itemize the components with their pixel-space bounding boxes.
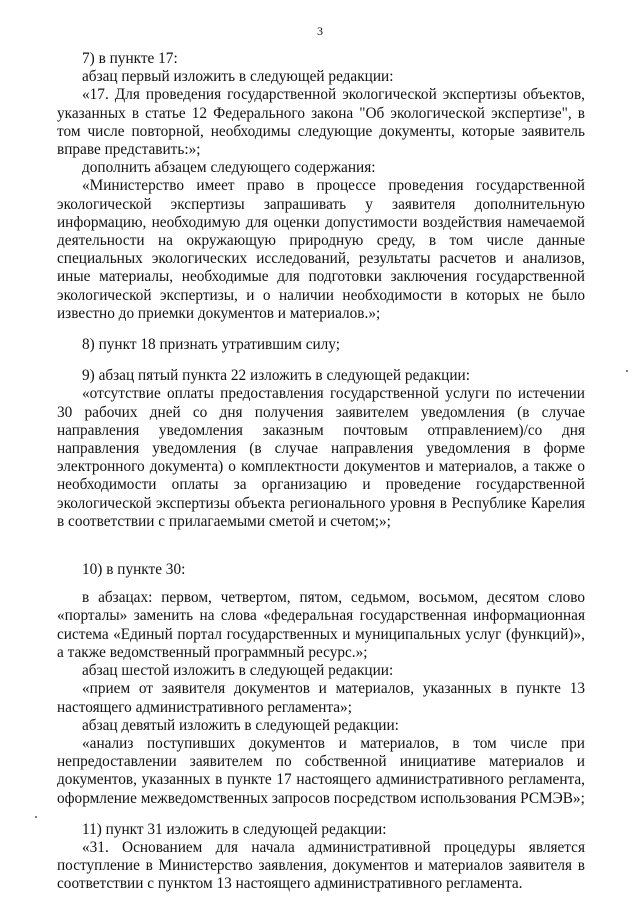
paragraph-item-11-header: 11) пункт 31 изложить в следующей редакции: — [82, 820, 387, 838]
paragraph-ninth-instruction: абзац девятый изложить в следующей редакции: — [82, 716, 399, 734]
paragraph-item-22-text: «отсутствие оплаты предоставления государственной услуги по истечении 30 рабочих дней со дня получения заявителем уведомления (в случае направления уведомления заказным почтовым отправлением)/со дня направления уведомления (в случае направления уведомления в форме электронного документа) о комплектности документов и материалов, а также о необходимости оплаты за организацию и проведение государственной экологической экспертизы объекта регионального уровня в Республике Карелия в соответствии с прилагаемыми сметой и счетом;»; — [57, 385, 585, 530]
paragraph-item-9-header: 9) абзац пятый пункта 22 изложить в следующей редакции: — [82, 367, 470, 385]
paragraph-first-paragraph-instruction: абзац первый изложить в следующей редакции: — [82, 68, 394, 86]
scan-speck — [626, 370, 628, 372]
paragraph-item-17-text: «17. Для проведения государственной экологической экспертизы объектов, указанных в статье 12 Федерального закона "Об экологической экспертизе", в том числе повторной, необходимы следующие документы, которые заявитель вправе представить:»; — [57, 86, 585, 159]
document-body — [57, 50, 585, 894]
paragraph-sixth-text: «прием от заявителя документов и материалов, указанных в пункте 13 настоящего административного регламента»; — [57, 680, 585, 716]
paragraph-item-10-header: 10) в пункте 30: — [82, 561, 186, 579]
paragraph-item-31-text: «31. Основанием для начала административной процедуры является поступление в Министерство заявления, документов и материалов заявителя в соответствии с пунктом 13 настоящего административного регламента. — [57, 838, 585, 893]
paragraph-item-7-header: 7) в пункте 17: — [82, 50, 178, 67]
page-number: 3 — [317, 24, 323, 38]
paragraph-item-8: 8) пункт 18 признать утратившим силу; — [82, 336, 341, 354]
paragraph-portals-replacement: в абзацах: первом, четвертом, пятом, седьмом, восьмом, десятом слово «порталы» заменить на слова «федеральная государственная информационная система «Единый портал государственных и муниципальных услуг (функций)», а также ведомственный программный ресурс.»; — [57, 589, 585, 661]
paragraph-ministry-right-text: «Министерство имеет право в процессе проведения государственной экологической экспертизы запрашивать у заявителя дополнительную информацию, необходимую для оценки допустимости воздействия намечаемой деятельности на окружающую природную среду, в том числе данные специальных экологических исследований, результаты расчетов и анализов, иные материалы, необходимые для подготовки заключения государственной экологической экспертизы, и о наличии необходимости в которых не было известно до приемки документов и материалов.»; — [57, 177, 585, 322]
scan-speck — [35, 816, 37, 818]
paragraph-sixth-instruction: абзац шестой изложить в следующей редакции: — [82, 662, 394, 680]
paragraph-ninth-text: «анализ поступивших документов и материалов, в том числе при непредоставлении заявителем по собственной инициативе материалов и документов, указанных в пункте 17 настоящего административного регламента, оформление межведомственных запросов посредством использования РСМЭВ»; — [57, 734, 585, 807]
paragraph-add-paragraph-instruction: дополнить абзацем следующего содержания: — [82, 159, 376, 177]
